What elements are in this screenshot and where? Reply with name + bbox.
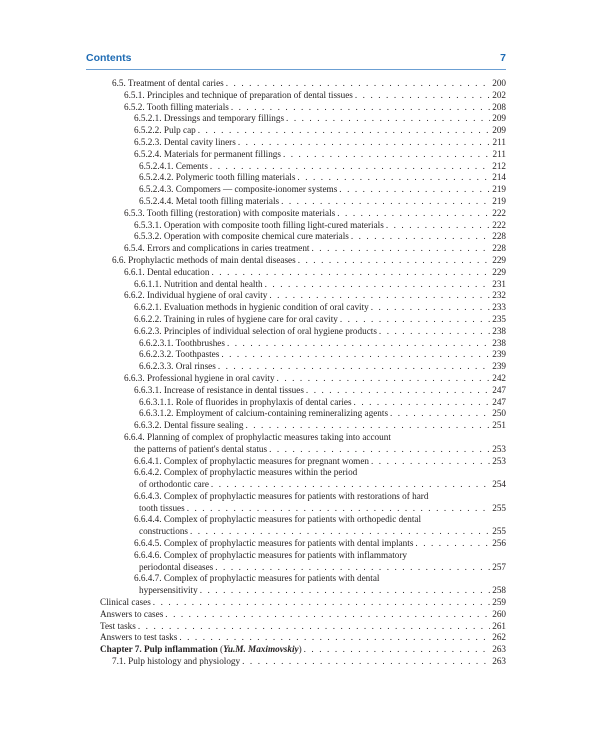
dot-leader xyxy=(306,385,490,397)
toc-entry[interactable] xyxy=(0,526,600,538)
toc-entry[interactable] xyxy=(0,290,600,302)
toc-entry[interactable] xyxy=(0,444,600,456)
toc-page-number: 250 xyxy=(492,408,506,419)
toc-entry-title: the patterns of patient's dental status xyxy=(134,443,268,454)
toc-entry-title: 6.5.2.3. Dental cavity liners xyxy=(134,136,236,147)
toc-entry-title: tooth tissues xyxy=(139,502,185,513)
toc-entry-title: 7.1. Pulp histology and physiology xyxy=(112,656,241,667)
dot-leader xyxy=(277,373,491,385)
toc-page-number: 255 xyxy=(492,526,506,537)
toc-entry[interactable] xyxy=(0,349,600,361)
toc-entry[interactable] xyxy=(0,231,600,243)
toc-page-number: 263 xyxy=(492,644,506,655)
toc-chapter-entry[interactable] xyxy=(0,644,600,656)
toc-page-number: 238 xyxy=(492,325,506,336)
toc-entry-title: 6.5.2. Tooth filling materials xyxy=(124,101,229,112)
toc-entry[interactable] xyxy=(0,397,600,409)
toc-entry-title: 6.5.2.4.2. Polymeric tooth filling materials xyxy=(139,172,296,183)
toc-entry[interactable] xyxy=(0,550,600,562)
dot-leader xyxy=(227,338,490,350)
toc-entry-title: 6.6.1.1. Nutrition and dental health xyxy=(134,278,263,289)
toc-entry[interactable] xyxy=(0,408,600,420)
dot-leader xyxy=(190,526,490,538)
dot-leader xyxy=(138,621,490,633)
chapter-author: Yu.M. Maximovskiy xyxy=(223,644,299,655)
dot-leader xyxy=(198,125,490,137)
toc-page-number: 232 xyxy=(492,290,506,301)
toc-page-number: 208 xyxy=(492,101,506,112)
toc-page-number: 253 xyxy=(492,455,506,466)
toc-entry-title: 6.5.2.4.1. Cements xyxy=(139,160,208,171)
toc-entry-title: 6.5.1. Principles and technique of preparation of dental tissues xyxy=(124,89,353,100)
toc-entry[interactable] xyxy=(0,314,600,326)
toc-entry[interactable] xyxy=(0,361,600,373)
dot-leader xyxy=(371,456,490,468)
toc-entry-title: 6.5.3.1. Operation with composite tooth filling light-cured materials xyxy=(134,219,384,230)
dot-leader xyxy=(379,326,490,338)
dot-leader xyxy=(179,632,490,644)
toc-entry[interactable] xyxy=(0,279,600,291)
toc-entry[interactable] xyxy=(0,125,600,137)
toc-page-number: 211 xyxy=(492,148,506,159)
toc-page-number: 202 xyxy=(492,89,506,100)
dot-leader xyxy=(242,656,490,668)
toc-entry-title: Clinical cases xyxy=(100,597,151,608)
toc-entry[interactable] xyxy=(0,255,600,267)
toc-entry-title: 6.6.4.4. Complex of prophylactic measures for patients with orthopedic dental xyxy=(134,514,422,525)
dot-leader xyxy=(297,172,490,184)
toc-entry-title: 6.6.2.3.3. Oral rinses xyxy=(139,361,216,372)
toc-page-number: 219 xyxy=(492,195,506,206)
toc-page-number: 229 xyxy=(492,266,506,277)
dot-leader xyxy=(221,349,490,361)
dot-leader xyxy=(354,397,491,409)
toc-page-number: 233 xyxy=(492,302,506,313)
toc-entry[interactable] xyxy=(0,585,600,597)
dot-leader xyxy=(286,113,490,125)
toc-page-number: 222 xyxy=(492,219,506,230)
toc-entry-title: periodontal diseases xyxy=(139,561,214,572)
toc-entry[interactable] xyxy=(0,420,600,432)
toc-page-number: 253 xyxy=(492,443,506,454)
toc-page-number: 247 xyxy=(492,384,506,395)
toc-entry[interactable] xyxy=(0,491,600,503)
toc-page-number: 235 xyxy=(492,313,506,324)
toc-entry-title: 6.6.3.1.1. Role of fluorides in prophylaxis of dental caries xyxy=(139,396,352,407)
dot-leader xyxy=(153,597,490,609)
toc-entry-title: Answers to test tasks xyxy=(100,632,178,643)
toc-entry-title: Test tasks xyxy=(100,620,136,631)
toc-entry-title: 6.5. Treatment of dental caries xyxy=(112,78,224,88)
toc-entry[interactable] xyxy=(0,267,600,279)
dot-leader xyxy=(281,196,490,208)
dot-leader xyxy=(269,444,490,456)
toc-page-number: 257 xyxy=(492,561,506,572)
toc-entry-title: 6.6.1. Dental education xyxy=(124,266,210,277)
dot-leader xyxy=(415,538,490,550)
toc-entry[interactable] xyxy=(0,184,600,196)
toc-entry-title: 6.6.4. Planning of complex of prophylactic measures taking into account xyxy=(124,431,391,442)
toc-page-number: 214 xyxy=(492,172,506,183)
toc-entry-title: 6.5.3. Tooth filling (restoration) with composite materials xyxy=(124,207,336,218)
toc-entry-title: 6.5.2.4.4. Metal tooth filling materials xyxy=(139,195,280,206)
toc-entry[interactable] xyxy=(0,208,600,220)
toc-entry-title: 6.6.2.1. Evaluation methods in hygienic condition of oral cavity xyxy=(134,302,369,313)
toc-entry-title: of orthodontic care xyxy=(139,479,209,490)
toc-entry-title: 6.6.4.3. Complex of prophylactic measures for patients with restorations of hard xyxy=(134,490,429,501)
dot-leader xyxy=(351,231,490,243)
toc-entry[interactable] xyxy=(0,161,600,173)
toc-entry[interactable] xyxy=(0,609,600,621)
toc-entry-title: 6.5.2.4. Materials for permanent fillings xyxy=(134,148,281,159)
toc-entry[interactable] xyxy=(0,90,600,102)
toc-entry-title: Chapter 7. Pulp inflammation (Yu.M. Maximovskiy) xyxy=(100,644,302,655)
toc-entry[interactable] xyxy=(0,196,600,208)
dot-leader xyxy=(340,314,490,326)
toc-entry-title: 6.6. Prophylactic methods of main dental diseases xyxy=(112,254,296,265)
toc-page-number: 219 xyxy=(492,184,506,195)
toc-entry-title: 6.6.4.2. Complex of prophylactic measures within the period xyxy=(134,467,358,478)
header-page-number: 7 xyxy=(500,52,506,64)
toc-entry-title: 6.6.4.1. Complex of prophylactic measures for pregnant women xyxy=(134,455,369,466)
toc-entry-title: 6.6.4.5. Complex of prophylactic measures for patients with dental implants xyxy=(134,538,414,549)
toc-entry-title: 6.5.3.2. Operation with composite chemical cure materials xyxy=(134,231,349,242)
toc-page-number: 239 xyxy=(492,349,506,360)
dot-leader xyxy=(215,562,490,574)
toc-page-number: 212 xyxy=(492,160,506,171)
toc-entry[interactable] xyxy=(0,503,600,515)
toc-page-number: 222 xyxy=(492,207,506,218)
toc-entry-title: constructions xyxy=(139,526,188,537)
toc-entry-title: 6.6.2.3.2. Toothpastes xyxy=(139,349,220,360)
toc-page-number: 239 xyxy=(492,361,506,372)
toc-entry[interactable] xyxy=(0,432,600,444)
toc-entry[interactable] xyxy=(0,632,600,644)
toc-entry-title: Answers to cases xyxy=(100,608,164,619)
dot-leader xyxy=(386,220,490,232)
toc-page-number: 261 xyxy=(492,620,506,631)
toc-entry-title: 6.6.3.2. Dental fissure sealing xyxy=(134,420,244,431)
dot-leader xyxy=(265,279,491,291)
toc-page-number: 251 xyxy=(492,420,506,431)
toc-entry[interactable] xyxy=(0,302,600,314)
toc-entry-title: 6.6.2.2. Training in rules of hygiene care for oral cavity xyxy=(134,313,338,324)
toc-entry-title: 6.6.2. Individual hygiene of oral cavity xyxy=(124,290,268,301)
toc-entry[interactable] xyxy=(0,514,600,526)
toc-entry[interactable] xyxy=(0,78,600,90)
toc-page-number: 238 xyxy=(492,337,506,348)
toc-page-number: 209 xyxy=(492,125,506,136)
toc-page-number: 209 xyxy=(492,113,506,124)
dot-leader xyxy=(339,184,490,196)
toc-entry-title: 6.5.2.2. Pulp cap xyxy=(134,125,196,136)
toc-entry-title: 6.6.3. Professional hygiene in oral cavity xyxy=(124,372,275,383)
toc-entry[interactable] xyxy=(0,562,600,574)
dot-leader xyxy=(269,290,490,302)
toc-entry[interactable] xyxy=(0,102,600,114)
toc-entry[interactable] xyxy=(0,467,600,479)
toc-entry[interactable] xyxy=(0,656,600,668)
dot-leader xyxy=(245,420,490,432)
toc-entry[interactable] xyxy=(0,385,600,397)
toc-entry[interactable] xyxy=(0,538,600,550)
header-rule xyxy=(86,69,506,70)
toc-page-number: 263 xyxy=(492,656,506,667)
toc-entry[interactable] xyxy=(0,113,600,125)
toc-entry-title: 6.6.2.3. Principles of individual selection of oral hygiene products xyxy=(134,325,377,336)
dot-leader xyxy=(218,361,490,373)
toc-entry[interactable] xyxy=(0,326,600,338)
toc-page-number: 255 xyxy=(492,502,506,513)
dot-leader xyxy=(283,149,491,161)
dot-leader xyxy=(226,78,490,90)
dot-leader xyxy=(355,90,490,102)
toc-entry[interactable] xyxy=(0,479,600,491)
toc-page-number: 254 xyxy=(492,479,506,490)
dot-leader xyxy=(211,479,490,491)
dot-leader xyxy=(298,255,491,267)
toc-entry[interactable] xyxy=(0,573,600,585)
toc-page-number: 262 xyxy=(492,632,506,643)
dot-leader xyxy=(187,503,491,515)
dot-leader xyxy=(311,243,490,255)
toc-page-number: 258 xyxy=(492,585,506,596)
toc-entry-title: 6.5.2.4.3. Compomers — composite-ionomer systems xyxy=(139,184,338,195)
toc-entry[interactable] xyxy=(0,338,600,350)
dot-leader xyxy=(337,208,490,220)
toc-page-number: 228 xyxy=(492,243,506,254)
toc-page-number: 256 xyxy=(492,538,506,549)
toc-page-number: 211 xyxy=(492,136,506,147)
dot-leader xyxy=(231,102,490,114)
toc-entry-title: 6.6.3.1.2. Employment of calcium-containing remineralizing agents xyxy=(139,408,389,419)
toc-entry-title: 6.6.2.3.1. Toothbrushes xyxy=(139,337,225,348)
chapter-title: Chapter 7. Pulp inflammation xyxy=(100,644,218,655)
dot-leader xyxy=(238,137,491,149)
toc-page-number: 228 xyxy=(492,231,506,242)
toc-entry[interactable] xyxy=(0,220,600,232)
toc-entry-title: 6.6.4.7. Complex of prophylactic measures for patients with dental xyxy=(134,573,380,584)
toc-page-number: 200 xyxy=(492,78,506,88)
dot-leader xyxy=(200,585,491,597)
dot-leader xyxy=(304,644,491,656)
toc-entry-title: 6.6.4.6. Complex of prophylactic measures for patients with inflammatory xyxy=(134,549,408,560)
header-title: Contents xyxy=(86,52,132,64)
toc-entry-title: 6.5.2.1. Dressings and temporary fillings xyxy=(134,113,285,124)
dot-leader xyxy=(165,609,490,621)
toc-page-number: 260 xyxy=(492,608,506,619)
toc-entry-title: hypersensitivity xyxy=(139,585,198,596)
toc-page-number: 242 xyxy=(492,372,506,383)
toc-page-number: 259 xyxy=(492,597,506,608)
toc-entry[interactable] xyxy=(0,373,600,385)
running-header xyxy=(86,52,506,68)
toc-entry[interactable] xyxy=(0,172,600,184)
toc-entry[interactable] xyxy=(0,137,600,149)
toc-page-number: 229 xyxy=(492,254,506,265)
toc-entry-title: 6.5.4. Errors and complications in caries treatment xyxy=(124,243,310,254)
toc-entry[interactable] xyxy=(0,597,600,609)
toc-entry[interactable] xyxy=(0,456,600,468)
dot-leader xyxy=(211,267,490,279)
toc-entry-title: 6.6.3.1. Increase of resistance in dental tissues xyxy=(134,384,304,395)
toc-entry[interactable] xyxy=(0,243,600,255)
dot-leader xyxy=(210,161,490,173)
toc-entry[interactable] xyxy=(0,149,600,161)
dot-leader xyxy=(371,302,490,314)
toc-page-number: 247 xyxy=(492,396,506,407)
toc-page-number: 231 xyxy=(492,278,506,289)
dot-leader xyxy=(390,408,490,420)
table-of-contents xyxy=(0,78,600,668)
toc-entry[interactable] xyxy=(0,621,600,633)
